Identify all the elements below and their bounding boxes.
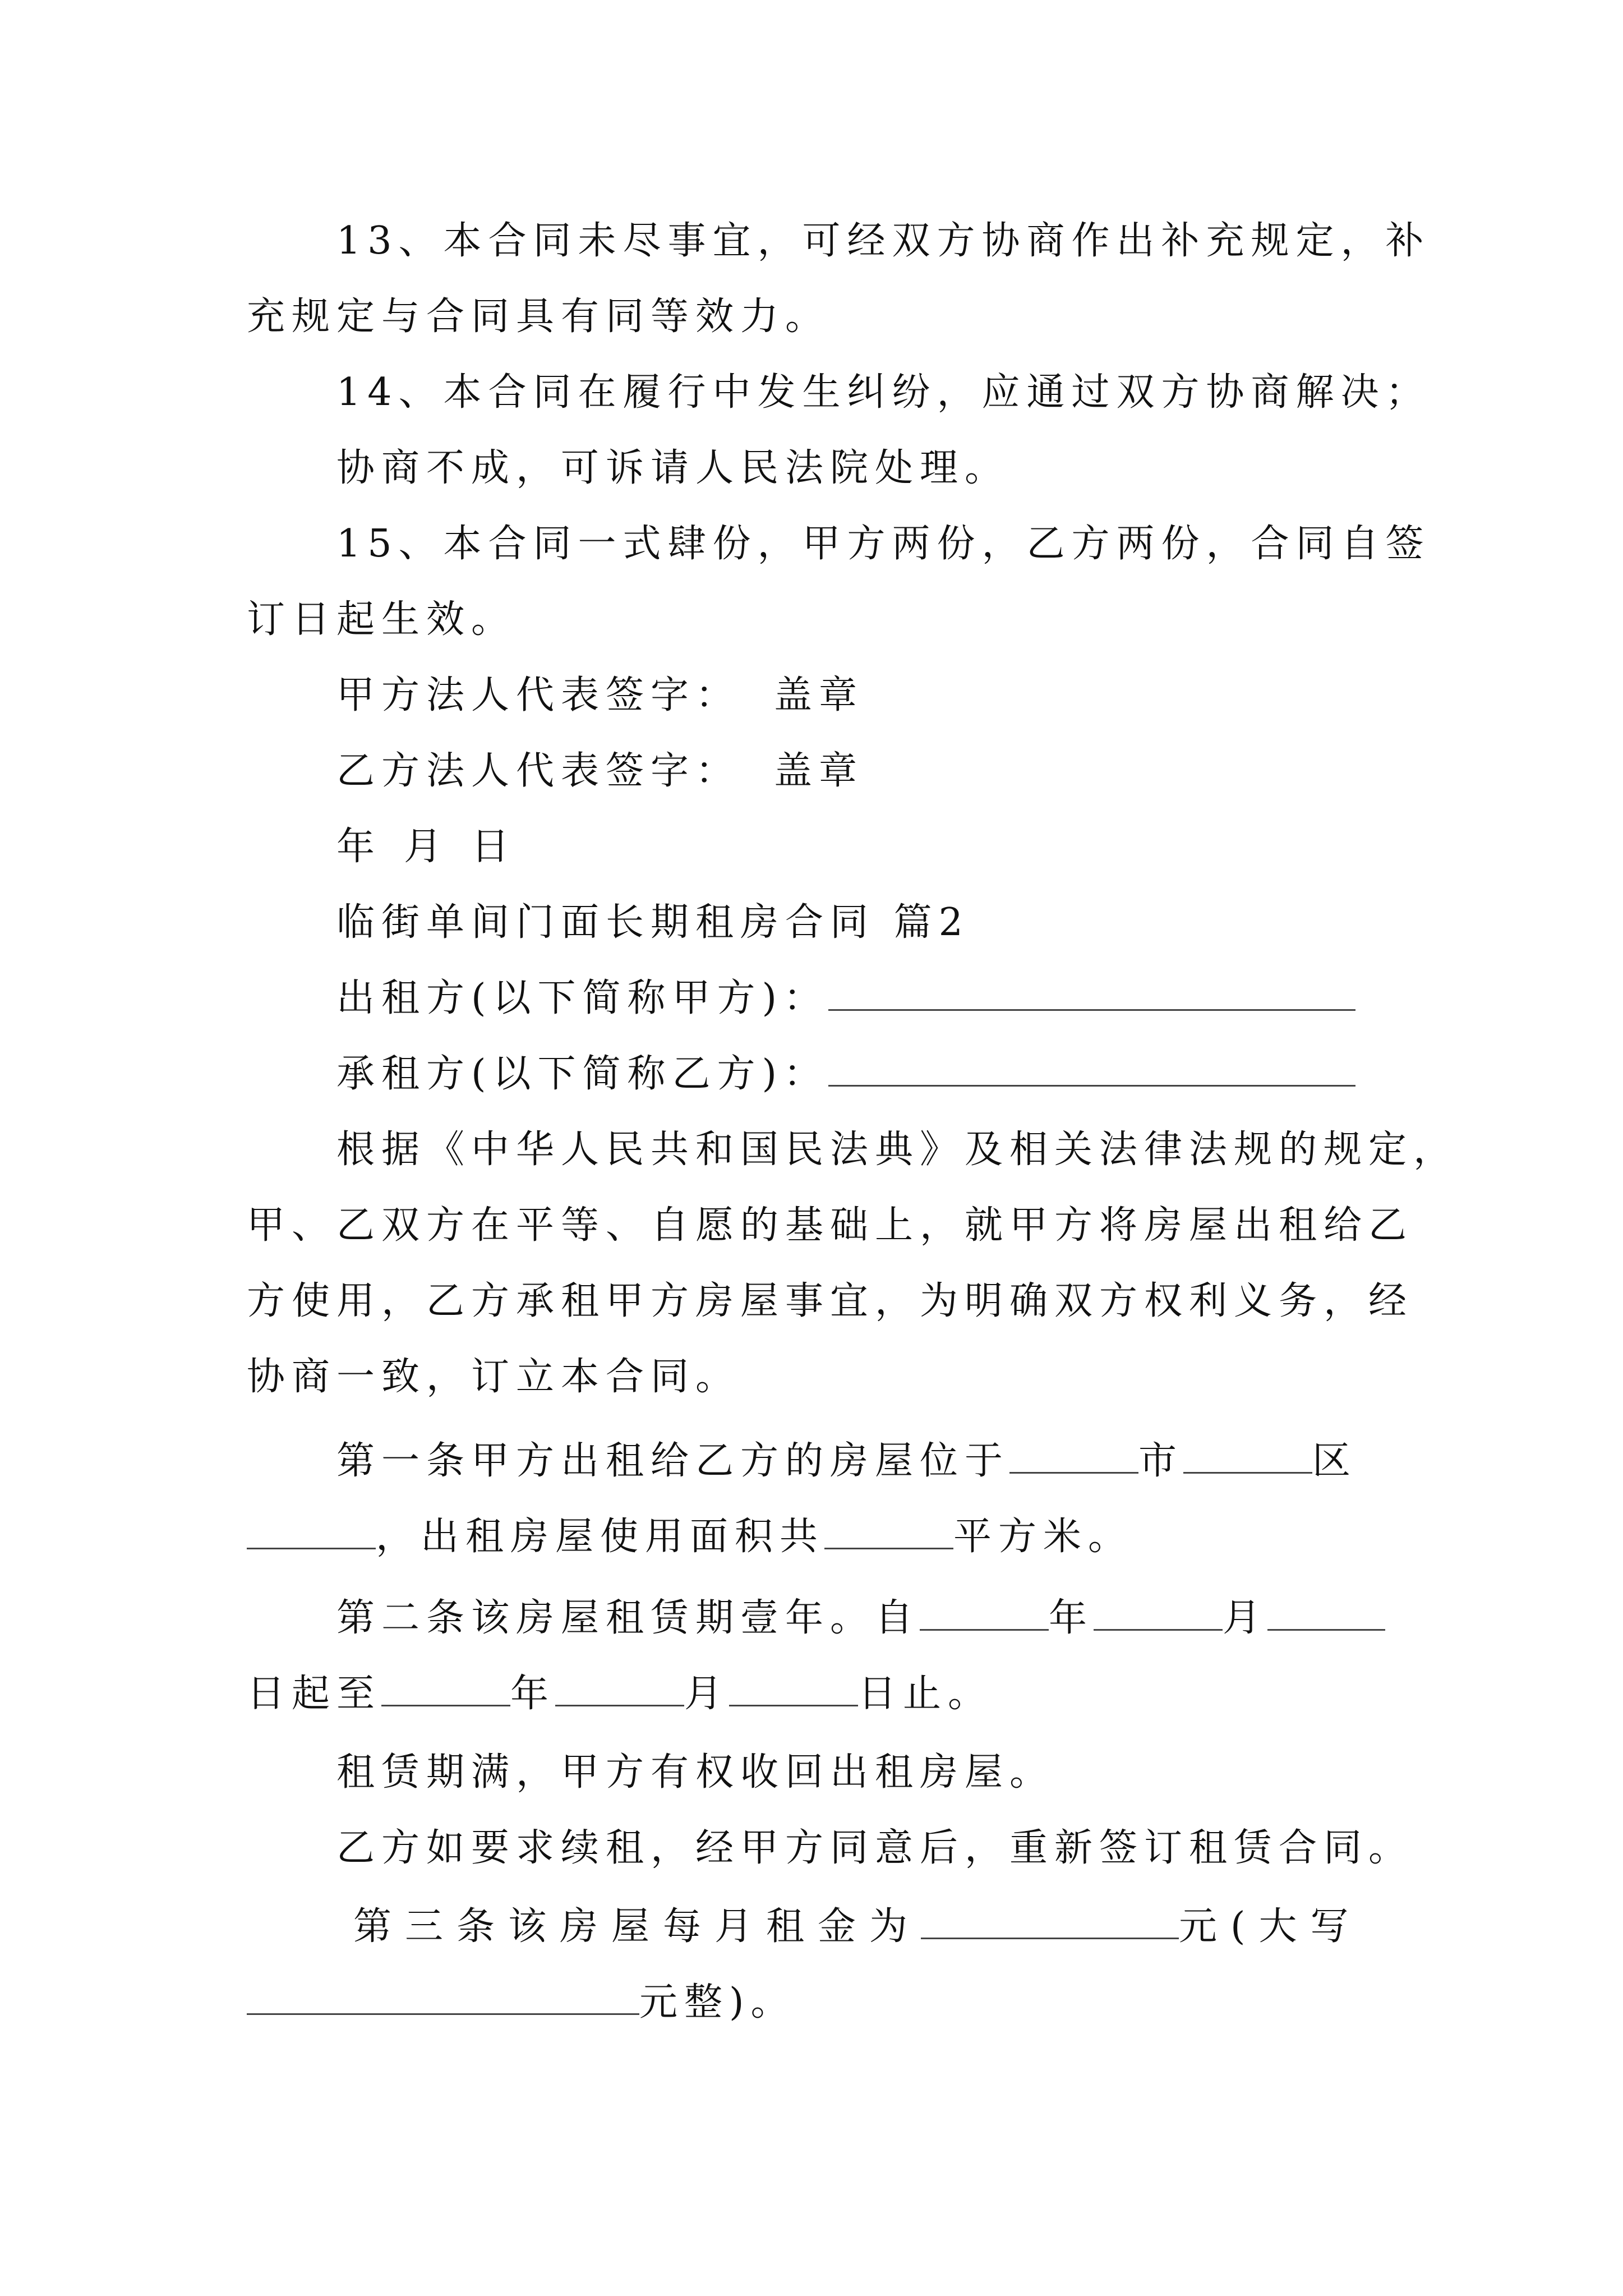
lessor-blank xyxy=(828,972,1355,1011)
rent-capital-unit: 元整)。 xyxy=(639,1980,796,2024)
party-b-seal: 盖章 xyxy=(774,749,864,793)
party-a-signature-line xyxy=(336,668,864,724)
end-month-blank xyxy=(555,1668,684,1706)
party-a-seal: 盖章 xyxy=(774,673,864,717)
area-text: ，出租房屋使用面积共 xyxy=(376,1515,825,1559)
party-b-signature-label: 乙方法人代表签字： xyxy=(336,749,741,793)
article-2-text: 第二条该房屋租赁期壹年。自 xyxy=(336,1596,920,1640)
article-2-line-1 xyxy=(336,1590,1385,1646)
date-year: 年 xyxy=(336,825,382,869)
end-day-blank xyxy=(729,1668,858,1706)
party-b-signature-line xyxy=(336,743,864,799)
date-month: 月 xyxy=(404,825,449,869)
area-unit: 平方米。 xyxy=(953,1515,1133,1559)
clause-13-line-1: 13、本合同未尽事宜，可经双方协商作出补充规定，补 xyxy=(336,219,1431,263)
lessee-label: 承租方(以下简称乙方)： xyxy=(336,1052,829,1096)
end-day-label: 日止。 xyxy=(858,1672,993,1716)
lessee-blank xyxy=(828,1048,1355,1087)
rent-blank xyxy=(921,1901,1179,1939)
clause-14-line-1: 14、本合同在履行中发生纠纷，应通过双方协商解决； xyxy=(336,370,1431,415)
clause-15-line-1: 15、本合同一式肆份，甲方两份，乙方两份，合同自签 xyxy=(336,522,1431,566)
address-blank xyxy=(247,1511,376,1549)
article-1-text: 第一条甲方出租给乙方的房屋位于 xyxy=(336,1439,1010,1483)
article-3-line-2 xyxy=(247,1975,796,2031)
city-blank xyxy=(1009,1435,1138,1474)
lessee-line xyxy=(336,1046,1355,1102)
date-line xyxy=(336,819,516,875)
start-month-label: 月 xyxy=(1223,1596,1268,1640)
date-day: 日 xyxy=(471,825,517,869)
area-blank xyxy=(824,1511,953,1549)
district-blank xyxy=(1183,1435,1312,1474)
clause-15-line-2: 订日起生效。 xyxy=(247,597,517,642)
article-3-text: 第三条该房屋每月租金为 xyxy=(353,1904,921,1949)
lease-end-line: 租赁期满，甲方有权收回出租房屋。 xyxy=(336,1750,1055,1795)
article-1-line-1 xyxy=(336,1433,1357,1489)
clause-14-line-2: 协商不成，可诉请人民法院处理。 xyxy=(336,446,1010,490)
start-year-label: 年 xyxy=(1049,1596,1094,1640)
article-2-start-text: 日起至 xyxy=(247,1672,382,1716)
intro-line-1: 根据《中华人民共和国民法典》及相关法律法规的规定， xyxy=(336,1128,1459,1172)
intro-line-3: 方使用，乙方承租甲方房屋事宜，为明确双方权利义务，经 xyxy=(247,1279,1414,1323)
article-3-line-1 xyxy=(353,1899,1362,1955)
start-month-blank xyxy=(1094,1592,1223,1631)
article-1-line-2 xyxy=(247,1509,1133,1565)
intro-line-4: 协商一致，订立本合同。 xyxy=(247,1355,741,1399)
intro-line-2: 甲、乙双方在平等、自愿的基础上，就甲方将房屋出租给乙 xyxy=(247,1203,1414,1248)
renewal-line: 乙方如要求续租，经甲方同意后，重新签订租赁合同。 xyxy=(336,1826,1414,1870)
end-month-label: 月 xyxy=(684,1672,730,1716)
clause-13-line-2: 充规定与合同具有同等效力。 xyxy=(247,295,831,339)
lessor-label: 出租方(以下简称甲方)： xyxy=(336,976,829,1020)
end-year-label: 年 xyxy=(510,1672,556,1716)
lessor-line xyxy=(336,970,1355,1027)
district-label: 区 xyxy=(1312,1439,1358,1483)
start-day-blank xyxy=(1267,1592,1385,1631)
article-2-line-2 xyxy=(247,1666,993,1722)
end-year-blank xyxy=(381,1668,510,1706)
contract-title-2: 临街单间门面长期租房合同 篇2 xyxy=(336,900,970,945)
start-year-blank xyxy=(920,1592,1049,1631)
city-label: 市 xyxy=(1138,1439,1184,1483)
party-a-signature-label: 甲方法人代表签字： xyxy=(336,673,741,717)
rent-capital-label: 元(大写 xyxy=(1179,1904,1362,1949)
rent-capital-blank xyxy=(247,1976,639,2015)
